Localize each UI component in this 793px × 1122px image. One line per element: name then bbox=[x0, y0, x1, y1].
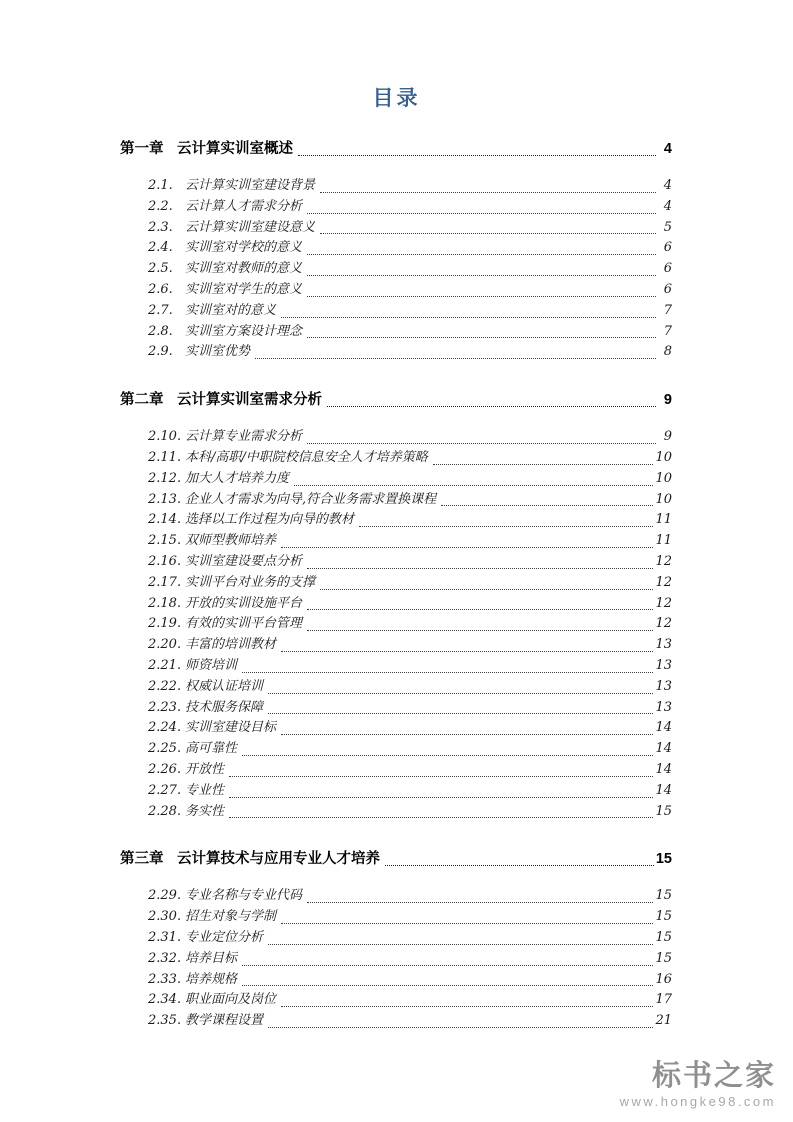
entry-page-number: 12 bbox=[655, 616, 672, 632]
entry-title: 招生对象与学制 bbox=[185, 909, 277, 925]
entry-page-number: 12 bbox=[655, 595, 672, 611]
dotted-leader bbox=[307, 630, 653, 631]
entry-page-number: 12 bbox=[655, 574, 672, 590]
toc-entry-row[interactable] bbox=[120, 594, 672, 615]
dotted-leader bbox=[268, 693, 653, 694]
entry-page-number: 14 bbox=[655, 741, 672, 757]
entry-number: 2.14. bbox=[148, 512, 182, 528]
entry-page-number: 11 bbox=[655, 533, 672, 549]
entry-title: 高可靠性 bbox=[185, 741, 238, 757]
toc-entry-row[interactable] bbox=[120, 635, 672, 656]
entry-page-number: 15 bbox=[655, 950, 672, 966]
toc-entry-row[interactable] bbox=[120, 949, 672, 970]
chapter-title: 云计算技术与应用专业人才培养 bbox=[177, 851, 380, 868]
entry-number: 2.30. bbox=[148, 909, 182, 925]
entry-page-number: 10 bbox=[655, 470, 672, 486]
entry-title: 企业人才需求为向导,符合业务需求置换课程 bbox=[185, 491, 437, 507]
dotted-leader bbox=[268, 944, 653, 945]
entry-page-number: 17 bbox=[655, 992, 672, 1008]
entry-number: 2.8. bbox=[148, 323, 173, 339]
entry-page-number: 14 bbox=[655, 761, 672, 777]
entry-title: 云计算专业需求分析 bbox=[185, 429, 303, 445]
entry-number: 2.1. bbox=[148, 178, 173, 193]
toc-entry-row[interactable] bbox=[120, 448, 672, 469]
entry-page-number: 15 bbox=[655, 909, 672, 925]
dotted-leader bbox=[320, 192, 656, 193]
entry-page-number: 13 bbox=[655, 678, 672, 694]
entry-title: 实训室对学生的意义 bbox=[185, 281, 303, 297]
dotted-leader bbox=[298, 155, 656, 156]
entry-page-number: 4 bbox=[663, 198, 672, 214]
entry-number: 2.34. bbox=[148, 992, 182, 1008]
entry-number: 2.13. bbox=[148, 491, 182, 507]
chapter-label: 第二章 bbox=[120, 392, 164, 409]
chapter-title: 云计算实训室概述 bbox=[177, 141, 293, 157]
toc-entry-row[interactable] bbox=[120, 990, 672, 1011]
entry-page-number: 13 bbox=[655, 637, 672, 653]
toc-entry-row[interactable] bbox=[120, 238, 672, 259]
dotted-leader bbox=[268, 713, 653, 714]
entry-title: 实训室优势 bbox=[185, 344, 251, 360]
dotted-leader bbox=[327, 406, 656, 407]
page-title: 目录 bbox=[372, 87, 421, 110]
entry-number: 2.16. bbox=[148, 553, 182, 569]
dotted-leader bbox=[281, 651, 653, 652]
entry-title: 实训室方案设计理念 bbox=[185, 323, 303, 339]
entry-title: 师资培训 bbox=[185, 657, 238, 673]
toc-entry-row[interactable] bbox=[120, 656, 672, 677]
entry-title: 技术服务保障 bbox=[185, 699, 264, 715]
entry-number: 2.21. bbox=[148, 657, 182, 673]
dotted-leader bbox=[294, 485, 653, 486]
entry-title: 云计算人才需求分析 bbox=[185, 198, 303, 214]
entry-page-number: 15 bbox=[655, 929, 672, 945]
entry-page-number: 6 bbox=[663, 261, 672, 277]
entry-number: 2.19. bbox=[148, 616, 182, 632]
entry-number: 2.29. bbox=[148, 888, 182, 904]
toc-entry-row[interactable] bbox=[120, 301, 672, 322]
toc-entry-row[interactable] bbox=[120, 490, 672, 511]
chapter-page-number: 4 bbox=[663, 141, 672, 157]
entry-number: 2.10. bbox=[148, 429, 182, 445]
toc-entry-row[interactable] bbox=[120, 970, 672, 991]
entry-page-number: 6 bbox=[663, 240, 672, 256]
entry-page-number: 10 bbox=[655, 449, 672, 465]
toc-entry-row[interactable] bbox=[120, 197, 672, 218]
entry-number: 2.2. bbox=[148, 198, 173, 214]
dotted-leader bbox=[255, 358, 656, 359]
entry-title: 开放的实训设施平台 bbox=[185, 595, 303, 611]
toc-chapter-row[interactable] bbox=[120, 139, 672, 160]
watermark bbox=[620, 1061, 776, 1109]
entry-title: 开放性 bbox=[185, 761, 225, 777]
entry-number: 2.25. bbox=[148, 741, 182, 757]
entry-title: 权威认证培训 bbox=[185, 678, 264, 694]
dotted-leader bbox=[320, 589, 653, 590]
entry-title: 专业名称与专业代码 bbox=[185, 888, 303, 904]
entry-page-number: 15 bbox=[655, 888, 672, 904]
toc-chapter-row[interactable] bbox=[120, 390, 672, 411]
entry-page-number: 11 bbox=[655, 512, 672, 528]
dotted-leader bbox=[242, 985, 653, 986]
toc-entry-row[interactable] bbox=[120, 342, 672, 363]
dotted-leader bbox=[242, 755, 653, 756]
toc-entry-row[interactable] bbox=[120, 886, 672, 907]
toc-entry-row[interactable] bbox=[120, 573, 672, 594]
dotted-leader bbox=[242, 965, 653, 966]
entry-title: 实训室对教师的意义 bbox=[185, 261, 303, 277]
toc-entry-row[interactable] bbox=[120, 760, 672, 781]
toc-entry-row[interactable] bbox=[120, 218, 672, 239]
watermark-logo-text: 标书之家 bbox=[651, 1059, 776, 1092]
dotted-leader bbox=[385, 865, 654, 866]
toc-entry-row[interactable] bbox=[120, 552, 672, 573]
entry-title: 加大人才培养力度 bbox=[185, 470, 290, 486]
entry-title: 教学课程设置 bbox=[185, 1013, 264, 1029]
dotted-leader bbox=[307, 275, 656, 276]
entry-number: 2.12. bbox=[148, 470, 182, 486]
entry-page-number: 16 bbox=[655, 971, 672, 987]
watermark-url: www.hongke98.com bbox=[619, 1094, 776, 1109]
entry-title: 职业面向及岗位 bbox=[185, 992, 277, 1008]
dotted-leader bbox=[281, 734, 653, 735]
dotted-leader bbox=[281, 547, 653, 548]
toc-entry-row[interactable] bbox=[120, 739, 672, 760]
entry-number: 2.6. bbox=[148, 281, 173, 297]
table-of-contents bbox=[120, 139, 672, 1032]
entry-title: 专业定位分析 bbox=[185, 929, 264, 945]
toc-entry-row[interactable] bbox=[120, 677, 672, 698]
dotted-leader bbox=[268, 1027, 653, 1028]
dotted-leader bbox=[229, 817, 653, 818]
entry-page-number: 12 bbox=[655, 553, 672, 569]
dotted-leader bbox=[281, 923, 653, 924]
entry-number: 2.20. bbox=[148, 637, 182, 653]
toc-entry-row[interactable] bbox=[120, 1011, 672, 1032]
entry-number: 2.26. bbox=[148, 761, 182, 777]
entry-page-number: 8 bbox=[663, 344, 672, 360]
entry-number: 2.17. bbox=[148, 574, 182, 590]
entry-number: 2.23. bbox=[148, 699, 182, 715]
entry-page-number: 13 bbox=[655, 699, 672, 715]
entry-page-number: 14 bbox=[655, 782, 672, 798]
entry-number: 2.24. bbox=[148, 720, 182, 736]
entry-number: 2.22. bbox=[148, 678, 182, 694]
toc-entry-row[interactable] bbox=[120, 928, 672, 949]
dotted-leader bbox=[242, 672, 653, 673]
chapter-page-number: 9 bbox=[663, 392, 672, 409]
entry-title: 实训室建设要点分析 bbox=[185, 553, 303, 569]
toc-entry-row[interactable] bbox=[120, 718, 672, 739]
entry-number: 2.18. bbox=[148, 595, 182, 611]
entry-title: 务实性 bbox=[185, 803, 225, 819]
toc-entry-row[interactable] bbox=[120, 510, 672, 531]
dotted-leader bbox=[307, 213, 656, 214]
entry-title: 有效的实训平台管理 bbox=[185, 616, 303, 632]
entry-title: 培养目标 bbox=[185, 950, 238, 966]
entry-page-number: 7 bbox=[663, 323, 672, 339]
dotted-leader bbox=[307, 337, 656, 338]
entry-title: 培养规格 bbox=[185, 971, 238, 987]
entry-number: 2.32. bbox=[148, 950, 182, 966]
entry-page-number: 21 bbox=[655, 1013, 672, 1029]
entry-title: 本科/高职/中职院校信息安全人才培养策略 bbox=[185, 449, 428, 465]
entry-number: 2.4. bbox=[148, 240, 173, 256]
toc-entry-row[interactable] bbox=[120, 259, 672, 280]
chapter-label: 第一章 bbox=[120, 141, 164, 157]
dotted-leader bbox=[320, 233, 656, 234]
toc-entry-row[interactable] bbox=[120, 176, 672, 197]
entry-title: 云计算实训室建设意义 bbox=[185, 219, 316, 235]
toc-entry-row[interactable] bbox=[120, 427, 672, 448]
entry-title: 实训室建设目标 bbox=[185, 720, 277, 736]
entry-number: 2.31. bbox=[148, 929, 182, 945]
toc-entry-row[interactable] bbox=[120, 280, 672, 301]
toc-entry-row[interactable] bbox=[120, 531, 672, 552]
dotted-leader bbox=[307, 902, 653, 903]
entry-title: 专业性 bbox=[185, 782, 225, 798]
entry-page-number: 15 bbox=[655, 803, 672, 819]
dotted-leader bbox=[307, 296, 656, 297]
entry-title: 云计算实训室建设背景 bbox=[185, 178, 316, 193]
entry-title: 实训室对的意义 bbox=[185, 302, 277, 318]
dotted-leader bbox=[229, 797, 653, 798]
entry-title: 选择以工作过程为向导的教材 bbox=[185, 512, 355, 528]
dotted-leader bbox=[441, 505, 653, 506]
entry-page-number: 9 bbox=[663, 429, 672, 445]
entry-number: 2.33. bbox=[148, 971, 182, 987]
toc-entry-row[interactable] bbox=[120, 907, 672, 928]
entry-title: 实训平台对业务的支撑 bbox=[185, 574, 316, 590]
entry-title: 双师型教师培养 bbox=[185, 533, 277, 549]
entry-number: 2.11. bbox=[148, 449, 182, 465]
entry-page-number: 10 bbox=[655, 491, 672, 507]
toc-entry-row[interactable] bbox=[120, 322, 672, 343]
entry-number: 2.35. bbox=[148, 1013, 182, 1029]
toc-entry-row[interactable] bbox=[120, 469, 672, 490]
entry-number: 2.3. bbox=[148, 219, 173, 235]
dotted-leader bbox=[307, 609, 653, 610]
dotted-leader bbox=[433, 464, 654, 465]
entry-number: 2.5. bbox=[148, 261, 173, 277]
toc-chapter-row[interactable] bbox=[120, 849, 672, 870]
entry-number: 2.9. bbox=[148, 344, 173, 360]
chapter-title: 云计算实训室需求分析 bbox=[177, 392, 322, 409]
entry-page-number: 14 bbox=[655, 720, 672, 736]
dotted-leader bbox=[281, 317, 656, 318]
entry-title: 实训室对学校的意义 bbox=[185, 240, 303, 256]
chapter-label: 第三章 bbox=[120, 851, 164, 868]
entry-page-number: 5 bbox=[663, 219, 672, 235]
toc-entry-row[interactable] bbox=[120, 698, 672, 719]
entry-number: 2.7. bbox=[148, 302, 173, 318]
dotted-leader bbox=[307, 254, 656, 255]
toc-entry-row[interactable] bbox=[120, 614, 672, 635]
dotted-leader bbox=[307, 443, 656, 444]
dotted-leader bbox=[307, 568, 653, 569]
entry-page-number: 6 bbox=[663, 281, 672, 297]
dotted-leader bbox=[359, 526, 653, 527]
toc-entry-row[interactable] bbox=[120, 802, 672, 823]
dotted-leader bbox=[281, 1006, 653, 1007]
entry-number: 2.28. bbox=[148, 803, 182, 819]
entry-page-number: 13 bbox=[655, 657, 672, 673]
chapter-page-number: 15 bbox=[655, 851, 672, 868]
entry-page-number: 4 bbox=[663, 178, 672, 193]
toc-entry-row[interactable] bbox=[120, 781, 672, 802]
dotted-leader bbox=[229, 776, 653, 777]
entry-number: 2.27. bbox=[148, 782, 182, 798]
entry-page-number: 7 bbox=[663, 302, 672, 318]
entry-number: 2.15. bbox=[148, 533, 182, 549]
entry-title: 丰富的培训教材 bbox=[185, 637, 277, 653]
